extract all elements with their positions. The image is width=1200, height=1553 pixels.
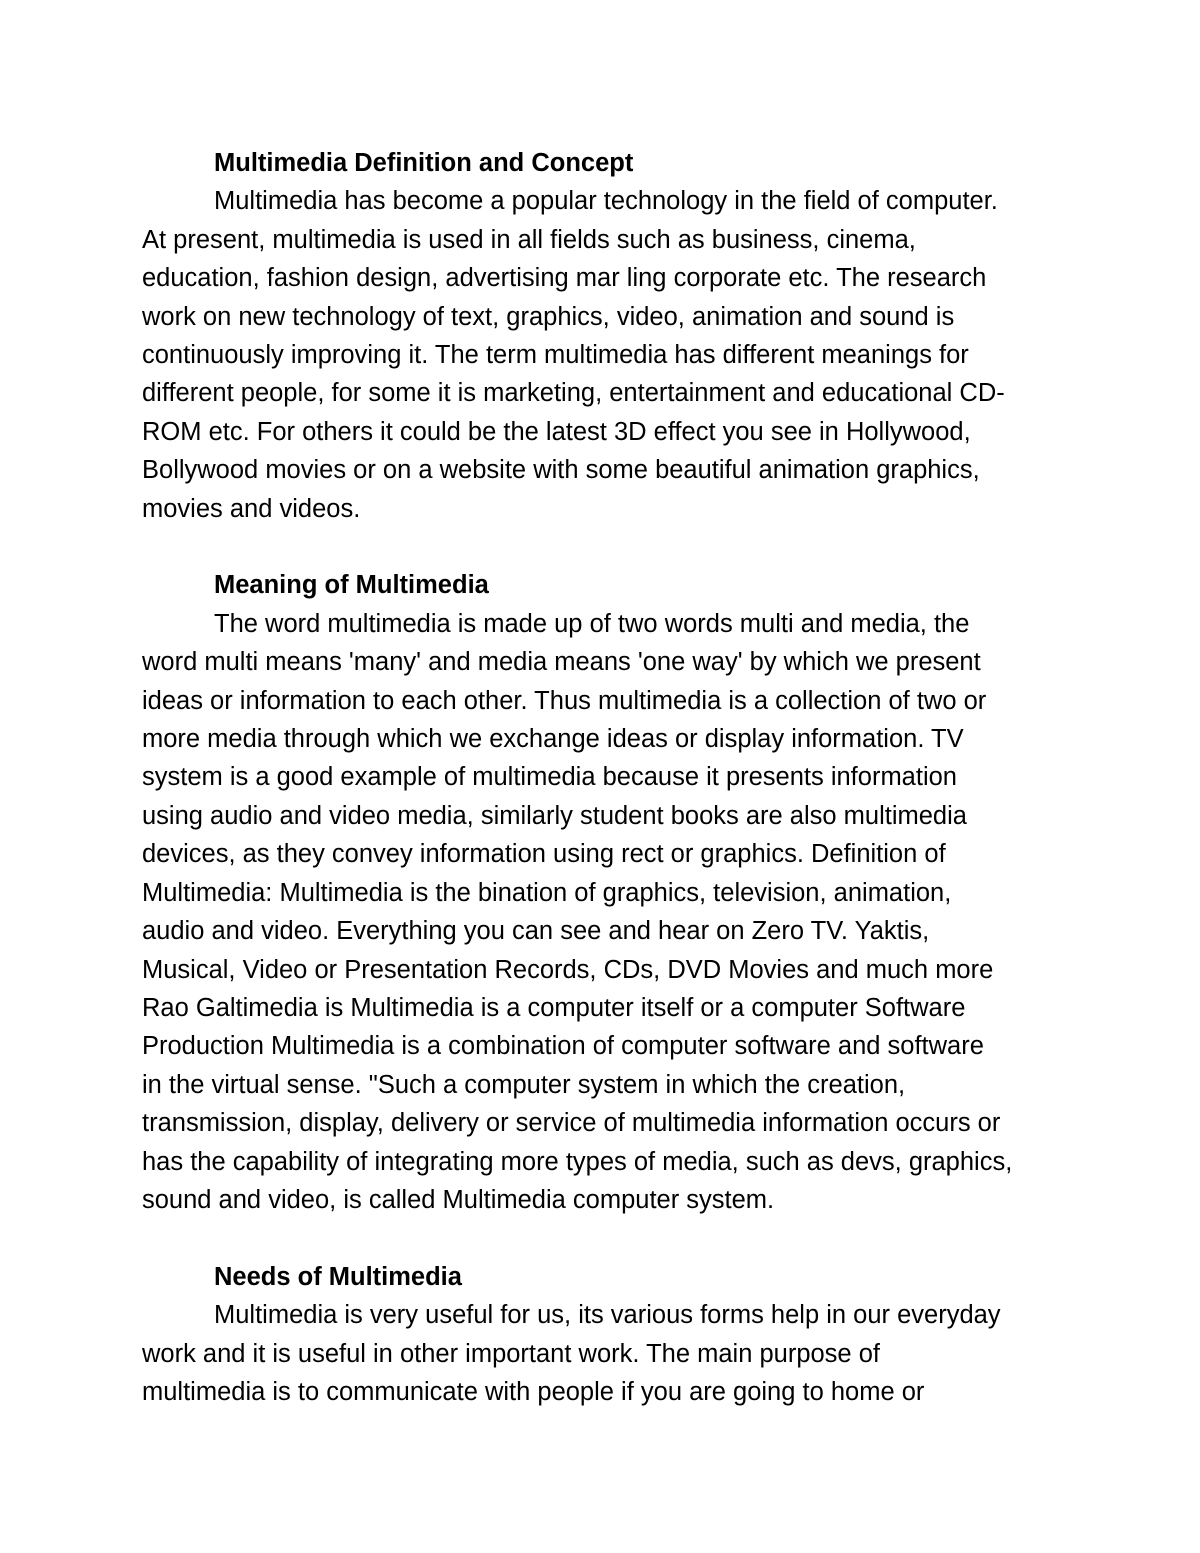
paragraph-line: word multi means 'many' and media means 'one way' by which we present	[142, 648, 981, 677]
document-body	[142, 144, 1132, 1450]
paragraph-line: work on new technology of text, graphics, video, animation and sound is	[142, 302, 955, 331]
paragraph-line: work and it is useful in other important work. The main purpose of	[142, 1339, 880, 1368]
paragraph-line: education, fashion design, advertising mar ling corporate etc. The research	[142, 264, 987, 293]
section-heading: Multimedia Definition and Concept	[214, 149, 634, 177]
section-heading: Needs of Multimedia	[214, 1262, 462, 1291]
paragraph-line: continuously improving it. The term multimedia has different meanings for	[142, 341, 969, 370]
paragraph-line: more media through which we exchange ideas or display information. TV	[142, 725, 964, 754]
paragraph-line: using audio and video media, similarly student books are also multimedia	[142, 801, 967, 830]
section-needs	[142, 1258, 1132, 1412]
section-definition	[142, 144, 1132, 528]
paragraph-line: system is a good example of multimedia because it presents information	[142, 763, 957, 792]
section-meaning	[142, 566, 1132, 1219]
paragraph-line: sound and video, is called Multimedia computer system.	[142, 1185, 775, 1214]
paragraph-line: Bollywood movies or on a website with some beautiful animation graphics,	[142, 456, 980, 485]
paragraph-line: Multimedia: Multimedia is the bination of graphics, television, animation,	[142, 878, 952, 907]
paragraph-line: movies and videos.	[142, 494, 361, 523]
paragraph-line: Musical, Video or Presentation Records, CDs, DVD Movies and much more	[142, 955, 994, 984]
paragraph-line: different people, for some it is marketing, entertainment and educational CD-	[142, 379, 1005, 408]
paragraph-line: devices, as they convey information using rect or graphics. Definition of	[142, 840, 946, 869]
paragraph-line: Production Multimedia is a combination of computer software and software	[142, 1032, 984, 1061]
paragraph-line: ROM etc. For others it could be the latest 3D effect you see in Hollywood,	[142, 417, 971, 446]
paragraph-line: transmission, display, delivery or service of multimedia information occurs or	[142, 1109, 1001, 1138]
paragraph-line: Multimedia is very useful for us, its various forms help in our everyday	[214, 1301, 1001, 1330]
paragraph-line: Multimedia has become a popular technology in the field of computer.	[214, 187, 998, 216]
section-heading: Meaning of Multimedia	[214, 571, 489, 600]
paragraph-line: Rao Galtimedia is Multimedia is a computer itself or a computer Software	[142, 993, 966, 1022]
paragraph-line: At present, multimedia is used in all fields such as business, cinema,	[142, 225, 916, 254]
paragraph-line: The word multimedia is made up of two words multi and media, the	[214, 609, 970, 638]
paragraph-line: audio and video. Everything you can see and hear on Zero TV. Yaktis,	[142, 917, 930, 946]
paragraph-line: ideas or information to each other. Thus multimedia is a collection of two or	[142, 686, 987, 715]
paragraph-line: has the capability of integrating more types of media, such as devs, graphics,	[142, 1147, 1013, 1176]
paragraph-line: multimedia is to communicate with people if you are going to home or	[142, 1377, 925, 1406]
paragraph-line: in the virtual sense. "Such a computer system in which the creation,	[142, 1070, 906, 1099]
